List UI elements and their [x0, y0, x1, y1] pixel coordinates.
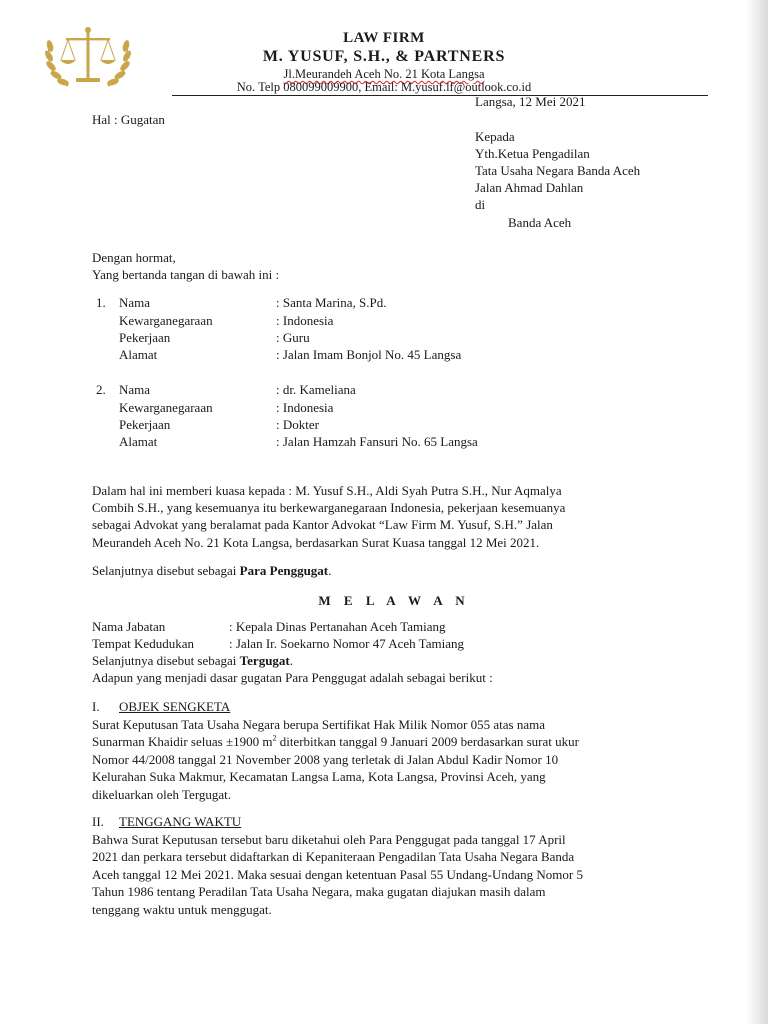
paragraph-line: Surat Keputusan Tata Usaha Negara berupa Sertifikat Hak Milik Nomor 055 atas nama [92, 717, 545, 732]
field-value: : Jalan Hamzah Fansuri No. 65 Langsa [276, 434, 478, 449]
paragraph-line: dikeluarkan oleh Tergugat. [92, 787, 232, 802]
field-value: : Santa Marina, S.Pd. [276, 295, 387, 310]
firm-address: Jl.Meurandeh Aceh No. 21 Kota Langsa [283, 67, 485, 81]
paragraph-line: Bahwa Surat Keputusan tersebut baru diketahui oleh Para Penggugat pada tanggal 17 April [92, 832, 566, 847]
paragraph-line: sebagai Advokat yang beralamat pada Kantor Advokat “Law Firm M. Yusuf, S.H.” Jalan [92, 517, 553, 532]
field-label: Nama Jabatan [92, 619, 166, 634]
recipient-line: Kepada [475, 129, 515, 144]
field-label: Alamat [119, 434, 158, 449]
field-label: Kewarganegaraan [119, 313, 213, 328]
section-number: I. [92, 699, 100, 714]
section-title: TENGGANG WAKTU [119, 814, 242, 829]
field-label: Nama [119, 382, 151, 397]
greeting: Dengan hormat, [92, 250, 176, 265]
subject-line: Hal : Gugatan [92, 112, 165, 127]
field-label: Pekerjaan [119, 417, 171, 432]
firm-contact: No. Telp 080099009900, Email: M.yusuf.lf@outlook.co.id [236, 80, 532, 94]
field-label: Kewarganegaraan [119, 400, 213, 415]
party-number: 2. [96, 382, 106, 397]
date-line: Langsa, 12 Mei 2021 [475, 94, 586, 109]
paragraph-line: Dalam hal ini memberi kuasa kepada : M. Yusuf S.H., Aldi Syah Putra S.H., Nur Aqmalya [92, 483, 562, 498]
firm-label: LAW FIRM [343, 30, 425, 46]
paragraph-line: 2021 dan perkara tersebut didaftarkan di Kepaniteraan Pengadilan Tata Usaha Negara Banda [92, 849, 575, 864]
field-label: Nama [119, 295, 151, 310]
claim-basis-intro: Adapun yang menjadi dasar gugatan Para Penggugat adalah sebagai berikut : [92, 670, 493, 685]
plaintiff-reference: Selanjutnya disebut sebagai Para Penggugat. [92, 563, 332, 578]
paragraph-line: Tahun 1986 tentang Peradilan Tata Usaha Negara, maka gugatan diajukan masih dalam [92, 884, 546, 899]
paragraph-line: Sunarman Khaidir seluas ±1900 $m^2$ diterbitkan tanggal 9 Januari 2009 berdasarkan surat ukur [92, 733, 579, 749]
recipient-city: Banda Aceh [508, 215, 572, 230]
party-number: 1. [96, 295, 106, 310]
paragraph-line: Meurandeh Aceh No. 21 Kota Langsa, berdasarkan Surat Kuasa tanggal 12 Mei 2021. [92, 535, 540, 550]
firm-name: M. YUSUF, S.H., & PARTNERS [262, 48, 506, 65]
recipient-line: Tata Usaha Negara Banda Aceh [475, 163, 641, 178]
paragraph-line: Nomor 44/2008 tanggal 21 November 2008 yang terletak di Jalan Abdul Kadir Nomor 10 [92, 752, 559, 767]
paragraph-line: Combih S.H., yang kesemuanya itu berkewarganegaraan Indonesia, pekerjaan kesemuanya [92, 500, 566, 515]
section-number: II. [92, 814, 104, 829]
field-value: : dr. Kameliana [276, 382, 356, 397]
field-value: : Indonesia [276, 313, 334, 328]
versus-heading: M E L A W A N [318, 593, 470, 608]
recipient-line: Jalan Ahmad Dahlan [475, 180, 584, 195]
paragraph-line: tenggang waktu untuk menggugat. [92, 902, 272, 917]
signatory-intro: Yang bertanda tangan di bawah ini : [92, 267, 280, 282]
section-title: OBJEK SENGKETA [119, 699, 231, 714]
field-label: Tempat Kedudukan [92, 636, 194, 651]
paragraph-line: Aceh tanggal 12 Mei 2021. Maka sesuai dengan ketentuan Pasal 55 Undang-Undang Nomor 5 [92, 867, 583, 882]
field-label: Pekerjaan [119, 330, 171, 345]
recipient-line: Yth.Ketua Pengadilan [475, 146, 590, 161]
paragraph-line: Kelurahan Suka Makmur, Kecamatan Langsa Lama, Kota Langsa, Provinsi Aceh, yang [92, 769, 546, 784]
recipient-line: di [475, 197, 486, 212]
defendant-reference: Selanjutnya disebut sebagai Tergugat. [92, 653, 293, 668]
field-value: : Jalan Imam Bonjol No. 45 Langsa [276, 347, 462, 362]
page-edge-shadow [746, 0, 768, 1024]
header-divider [172, 95, 708, 96]
field-label: Alamat [119, 347, 158, 362]
field-value: : Indonesia [276, 400, 334, 415]
field-value: : Guru [276, 330, 310, 345]
field-value: : Dokter [276, 417, 319, 432]
field-value: : Jalan Ir. Soekarno Nomor 47 Aceh Tamiang [229, 636, 464, 651]
field-value: : Kepala Dinas Pertanahan Aceh Tamiang [229, 619, 446, 634]
